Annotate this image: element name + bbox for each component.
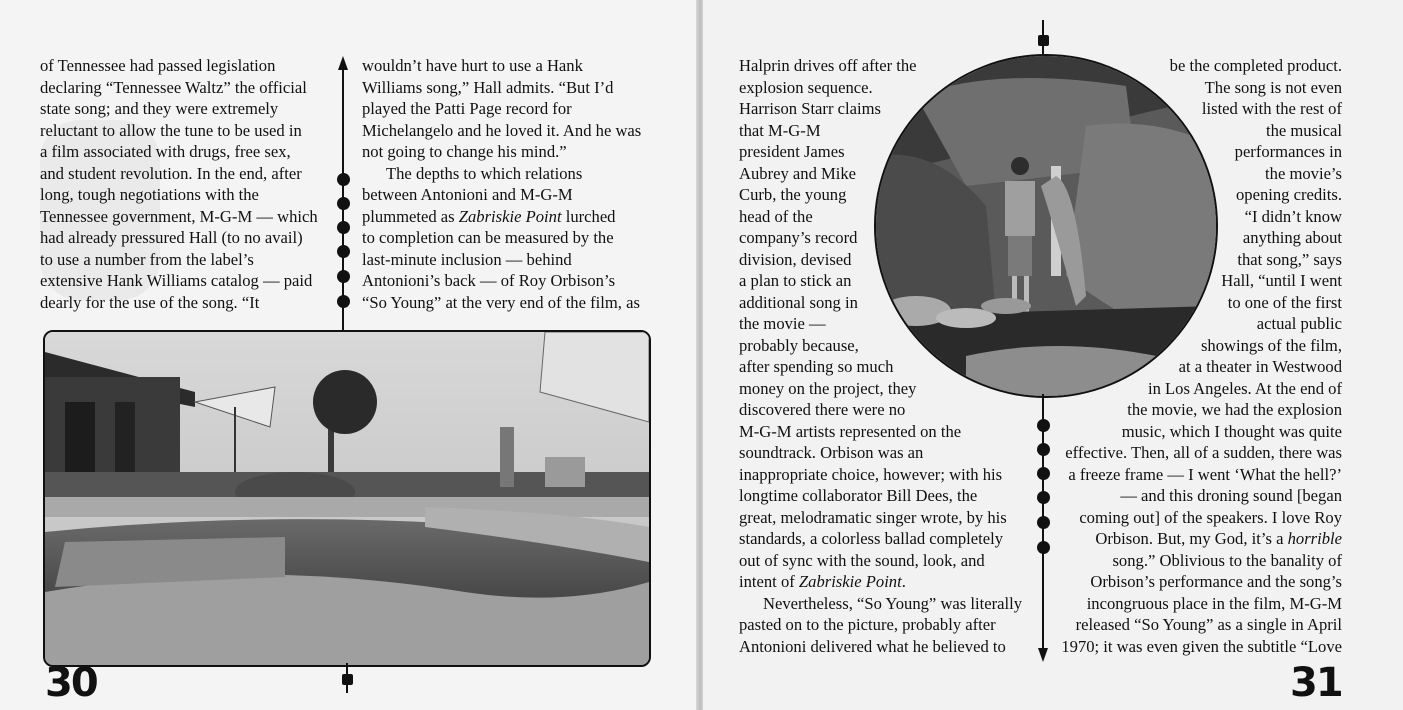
text-line: performances in bbox=[1234, 142, 1342, 161]
text-line: a freeze frame — I went ‘What the hell?’ bbox=[1068, 464, 1342, 484]
text-line: last-minute inclusion — behind bbox=[362, 249, 572, 269]
text-span: . bbox=[901, 572, 906, 591]
text-line: to use a number from the label’s bbox=[40, 249, 254, 269]
text-line: soundtrack. Orbison was an bbox=[739, 443, 924, 462]
right-page-number: 31 bbox=[1290, 660, 1342, 706]
dot-icon bbox=[337, 245, 350, 258]
text-line: effective. Then, all of a sudden, there was bbox=[1065, 443, 1342, 462]
italic-title: Zabriskie Point bbox=[458, 206, 562, 226]
text-line: not going to change his mind.” bbox=[362, 142, 567, 161]
text-line: state song; and they were extremely bbox=[40, 99, 279, 118]
text-line: Hall, “until I went bbox=[1221, 271, 1342, 290]
text-line: had already pressured Hall (to no avail) bbox=[40, 228, 303, 247]
text-line: be the completed product. bbox=[1169, 56, 1342, 75]
text-line: played the Patti Page record for bbox=[362, 99, 572, 118]
text-line: wouldn’t have hurt to use a Hank bbox=[362, 56, 583, 75]
text-line bbox=[739, 571, 1022, 593]
dot-icon bbox=[337, 270, 350, 283]
text-line: 1970; it was even given the subtitle “Love bbox=[1061, 636, 1342, 656]
text-line: the musical bbox=[1265, 120, 1342, 140]
text-span: intent of bbox=[739, 572, 799, 591]
text-line: to one of the first bbox=[1227, 292, 1342, 312]
text-line: after spending so much bbox=[739, 357, 894, 376]
left-page-number: 30 bbox=[45, 660, 97, 706]
text-line: out of sync with the sound, look, and bbox=[739, 550, 985, 570]
text-line: pasted on to the picture, probably after bbox=[739, 615, 996, 634]
text-line: discovered there were no bbox=[739, 400, 906, 419]
text-line: Williams song,” Hall admits. “But I’d bbox=[362, 77, 614, 97]
text-line: Curb, the young bbox=[739, 185, 847, 204]
dot-icon bbox=[1037, 541, 1050, 554]
text-line: longtime collaborator Bill Dees, the bbox=[739, 486, 978, 505]
text-line: at a theater in Westwood bbox=[1178, 357, 1342, 376]
text-line: long, tough negotiations with the bbox=[40, 185, 259, 204]
arrow-down-icon bbox=[1038, 648, 1048, 662]
text-line: Aubrey and Mike bbox=[739, 163, 857, 183]
text-line: a film associated with drugs, free sex, bbox=[40, 142, 291, 161]
text-line: coming out] of the speakers. I love Roy bbox=[1079, 507, 1342, 527]
text-line: reluctant to allow the tune to be used in bbox=[40, 120, 302, 140]
text-line: music, which I thought was quite bbox=[1121, 421, 1342, 441]
text-line: M-G-M artists represented on the bbox=[739, 421, 962, 441]
text-line: extensive Hank Williams catalog — paid bbox=[40, 271, 313, 290]
text-line: anything about bbox=[1242, 228, 1342, 247]
dot-icon bbox=[1037, 419, 1050, 432]
text-line: showings of the film, bbox=[1200, 335, 1342, 355]
text-line: the movie — bbox=[739, 314, 826, 333]
dot-icon bbox=[337, 197, 350, 210]
text-line: Harrison Starr claims bbox=[739, 99, 881, 118]
square-marker-icon bbox=[1038, 35, 1049, 46]
text-line: that song,” says bbox=[1237, 249, 1342, 269]
text-line: and student revolution. In the end, after bbox=[40, 163, 302, 183]
text-line: Halprin drives off after the bbox=[739, 56, 917, 75]
text-line: — and this droning sound [began bbox=[1120, 486, 1342, 505]
text-line: Orbison’s performance and the song’s bbox=[1090, 572, 1342, 591]
text-line: president James bbox=[739, 142, 845, 161]
text-line: “I didn’t know bbox=[1244, 206, 1342, 226]
text-line: the movie’s bbox=[1265, 163, 1342, 183]
text-line: company’s record bbox=[739, 228, 858, 247]
dot-icon bbox=[337, 173, 350, 186]
text-line: “So Young” at the very end of the film, as bbox=[362, 292, 640, 312]
text-line: dearly for the use of the song. “It bbox=[40, 292, 260, 312]
text-line bbox=[1061, 528, 1342, 550]
pool-photo bbox=[43, 330, 651, 667]
text-line: Antonioni’s back — of Roy Orbison’s bbox=[362, 271, 616, 290]
text-line: probably because, bbox=[739, 335, 859, 355]
right-column-2 bbox=[1061, 55, 1342, 657]
text-line: to completion can be measured by the bbox=[362, 228, 614, 247]
text-line: inappropriate choice, however; with his bbox=[739, 464, 1003, 484]
dot-icon bbox=[1037, 516, 1050, 529]
text-line: actual public bbox=[1256, 314, 1342, 333]
text-line: Tennessee government, M-G-M — which bbox=[40, 206, 318, 226]
text-line: a plan to stick an bbox=[739, 271, 852, 290]
text-line: head of the bbox=[739, 206, 813, 226]
dot-icon bbox=[337, 221, 350, 234]
left-page bbox=[0, 0, 697, 710]
text-span: plummeted as bbox=[362, 206, 459, 226]
dot-icon bbox=[1037, 491, 1050, 504]
text-line: division, devised bbox=[739, 249, 852, 269]
dot-icon bbox=[337, 295, 350, 308]
text-line: released “So Young” as a single in April bbox=[1075, 615, 1342, 634]
square-marker-icon bbox=[342, 674, 353, 685]
text-line: of Tennessee had passed legislation bbox=[40, 56, 276, 75]
text-line: the movie, we had the explosion bbox=[1127, 400, 1342, 419]
dot-icon bbox=[1037, 443, 1050, 456]
text-line: in Los Angeles. At the end of bbox=[1147, 378, 1342, 398]
text-span: lurched bbox=[561, 206, 616, 226]
text-line: Nevertheless, “So Young” was literally bbox=[763, 593, 1023, 613]
text-line: incongruous place in the film, M-G-M bbox=[1086, 593, 1342, 613]
text-line: standards, a colorless ballad completely bbox=[739, 529, 1004, 548]
text-line: listed with the rest of bbox=[1201, 99, 1342, 118]
text-line: great, melodramatic singer wrote, by his bbox=[739, 507, 1007, 527]
text-line: explosion sequence. bbox=[739, 77, 873, 97]
text-line bbox=[362, 206, 641, 228]
text-line: song.” Oblivious to the banality of bbox=[1112, 550, 1342, 570]
dot-icon bbox=[1037, 467, 1050, 480]
text-line: that M-G-M bbox=[739, 120, 821, 140]
left-column-2 bbox=[362, 55, 641, 313]
text-line: money on the project, they bbox=[739, 378, 917, 398]
text-line: Michelangelo and he loved it. And he was bbox=[362, 120, 642, 140]
text-line: between Antonioni and M-G-M bbox=[362, 185, 573, 204]
text-line: The depths to which relations bbox=[386, 163, 583, 183]
text-span: Orbison. But, my God, it’s a bbox=[1095, 529, 1288, 548]
text-line: declaring “Tennessee Waltz” the official bbox=[40, 77, 307, 97]
text-line: additional song in bbox=[739, 292, 858, 312]
text-line: The song is not even bbox=[1204, 77, 1342, 97]
text-line: Antonioni delivered what he believed to bbox=[739, 636, 1006, 656]
text-line: opening credits. bbox=[1236, 185, 1342, 204]
italic-title: horrible bbox=[1287, 529, 1342, 548]
italic-title: Zabriskie Point bbox=[798, 572, 902, 591]
left-column-1 bbox=[40, 55, 318, 313]
